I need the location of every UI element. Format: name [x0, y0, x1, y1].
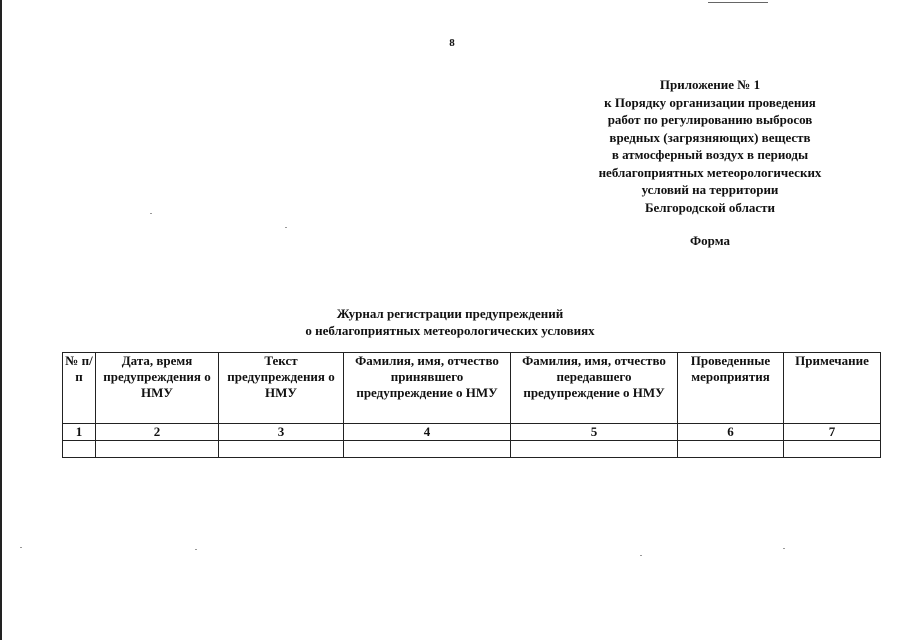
- appendix-line: к Порядку организации проведения: [604, 94, 816, 110]
- column-header-datetime: Дата, время предупреждения о НМУ: [96, 353, 219, 424]
- appendix-line: неблагоприятных метеорологических: [598, 164, 822, 180]
- table-row-column-numbers: [63, 424, 881, 441]
- table-cell: 3: [219, 424, 344, 441]
- column-header-measures: Проведенные мероприятия: [678, 353, 784, 424]
- appendix-line: работ по регулированию выбросов: [607, 112, 813, 127]
- page-left-edge: [0, 0, 2, 640]
- table-cell: 1: [63, 424, 96, 441]
- appendix-line: вредных (загрязняющих) веществ: [609, 129, 811, 145]
- appendix-heading: [560, 76, 860, 216]
- table-cell: 7: [784, 424, 881, 441]
- scan-speck: [150, 213, 152, 214]
- scan-speck: [195, 549, 197, 550]
- journal-table: [62, 352, 881, 458]
- table-cell: [219, 441, 344, 458]
- journal-title-line-2: о неблагоприятных метеорологических условиях: [305, 323, 595, 338]
- table-cell: [784, 441, 881, 458]
- table-cell: 2: [96, 424, 219, 441]
- column-header-text: Текст предупреждения о НМУ: [219, 353, 344, 424]
- table-cell: [63, 441, 96, 458]
- column-header-receiver: Фамилия, имя, отчество принявшего предупреждение о НМУ: [344, 353, 511, 424]
- scan-speck: [783, 548, 785, 549]
- page-number: 8: [449, 37, 455, 49]
- table-cell: 4: [344, 424, 511, 441]
- table-cell: [511, 441, 678, 458]
- column-header-number: № п/п: [63, 353, 96, 424]
- journal-title-line-1: Журнал регистрации предупреждений: [336, 306, 564, 321]
- table-cell: [344, 441, 511, 458]
- table-header-row: [63, 353, 881, 424]
- appendix-line: условий на территории: [641, 182, 779, 197]
- scan-speck: [20, 547, 22, 548]
- column-header-note: Примечание: [784, 353, 881, 424]
- table-row-empty: [63, 441, 881, 458]
- scan-mark: [708, 2, 768, 3]
- table-cell: [678, 441, 784, 458]
- scan-speck: [285, 227, 287, 228]
- journal-title: [230, 305, 670, 339]
- appendix-line: Приложение № 1: [659, 77, 761, 92]
- table-cell: 5: [511, 424, 678, 441]
- column-header-sender: Фамилия, имя, отчество передавшего предупреждение о НМУ: [511, 353, 678, 424]
- table-cell: 6: [678, 424, 784, 441]
- scan-speck: [640, 555, 642, 556]
- form-label: Форма: [690, 233, 730, 248]
- appendix-line: в атмосферный воздух в периоды: [611, 147, 809, 162]
- appendix-line: Белгородской области: [644, 199, 776, 215]
- table-cell: [96, 441, 219, 458]
